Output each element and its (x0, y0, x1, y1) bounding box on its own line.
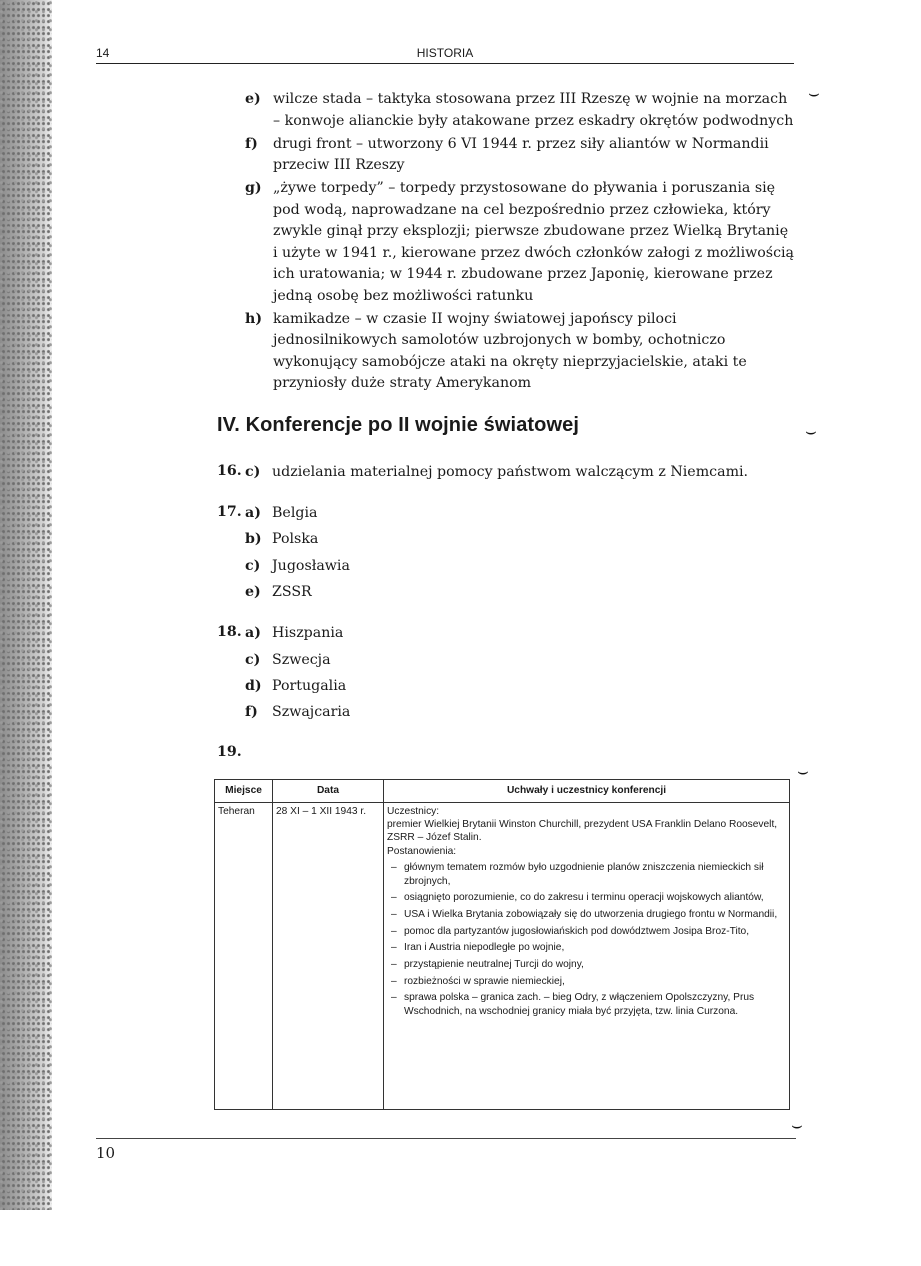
footer-rule (96, 1138, 796, 1139)
running-header (96, 45, 794, 64)
answer-line (245, 583, 312, 601)
decision-text: pomoc dla partyzantów jugosłowiańskich pod dowództwem Josipa Broz-Tito, (404, 925, 750, 937)
answer-label: e) (245, 584, 261, 600)
margin-check-mark: ⌣ (797, 761, 809, 782)
footer-page-number: 10 (96, 1144, 116, 1162)
answer-text: Portugalia (272, 678, 347, 694)
decision-text: Iran i Austria niepodległe po wojnie, (404, 942, 565, 954)
glossary-text: drugi front – utworzony 6 VI 1944 r. przez siły aliantów w Normandii przeciw III Rzeszy (273, 135, 769, 173)
participants-label: Uczestnicy: (387, 806, 440, 817)
glossary-label: g) (245, 180, 262, 196)
answer-line (245, 703, 351, 721)
decision-text: sprawa polska – granica zach. – bieg Odry, z włączeniem Opolszczyzny, Prus Wschodnich, na wschodniej granicy miała być przyjęta, tzw. linia Curzona. (404, 992, 755, 1017)
answer-label: b) (245, 531, 262, 547)
dash-bullet: – (391, 959, 397, 971)
question-number: 19. (217, 744, 242, 760)
list-item (387, 891, 786, 904)
list-item (387, 941, 786, 954)
answer-text: Szwecja (272, 652, 331, 668)
answer-label: a) (245, 505, 261, 521)
list-item (387, 975, 786, 988)
answer-text: udzielania materialnej pomocy państwom walczącym z Niemcami. (272, 464, 749, 480)
glossary-text: „żywe torpedy” – torpedy przystosowane do pływania i poruszania się pod wodą, naprowadzane na cel bezpośrednio przez człowieka, który zwykle ginął przy eksplozji; pierwsze zbudowane przez Wielką Brytanię i użyte w 1941 r., kierowane przez dwóch członków załogi z możliwością ich uratowania; w 1944 r. zbudowane przez Japonię, kierowane przez jedną osobę bez możliwości ratunku (273, 180, 795, 304)
dash-bullet: – (391, 975, 397, 987)
answer-text: Jugosławia (272, 558, 350, 574)
glossary-item (245, 89, 795, 132)
list-item (387, 908, 786, 921)
list-item (387, 991, 786, 1017)
margin-check-mark: ⌣ (808, 83, 820, 104)
glossary-item (245, 309, 795, 395)
decision-text: rozbieżności w sprawie niemieckiej, (404, 975, 565, 987)
answer-line (245, 530, 319, 548)
question-number: 17. (217, 504, 242, 520)
answer-label: c) (245, 558, 261, 574)
list-item (387, 861, 786, 887)
header-title: HISTORIA (416, 46, 474, 60)
dash-bullet: – (391, 862, 397, 874)
answer-label: f) (245, 704, 258, 720)
answer-text: Polska (272, 531, 319, 547)
answer-label: c) (245, 464, 261, 480)
glossary-label: f) (245, 135, 258, 152)
column-header-date: Data (273, 780, 384, 803)
decision-text: głównym tematem rozmów było uzgodnienie planów zniszczenia niemieckich sił zbrojnych, (404, 862, 764, 887)
column-header-place: Miejsce (215, 780, 273, 803)
answer-label: a) (245, 625, 261, 641)
answer-text: Hiszpania (272, 625, 344, 641)
decisions-label: Postanowienia: (387, 845, 457, 857)
cell-date: 28 XI – 1 XII 1943 r. (273, 803, 384, 1110)
header-page-number: 14 (96, 46, 110, 60)
dash-bullet: – (391, 925, 397, 937)
dash-bullet: – (391, 992, 397, 1004)
glossary-item (245, 134, 795, 177)
glossary-text: wilcze stada – taktyka stosowana przez III Rzeszę w wojnie na morzach – konwoje alianckie były atakowane przez eskadry okrętów podwodnych (273, 91, 794, 129)
decision-text: USA i Wielka Brytania zobowiązały się do utworzenia drugiego frontu w Normandii, (404, 908, 778, 920)
decision-text: osiągnięto porozumienie, co do zakresu i terminu operacji wojskowych aliantów, (404, 892, 764, 904)
dash-bullet: – (391, 908, 397, 920)
answer-line (245, 677, 347, 695)
list-item (387, 925, 786, 938)
margin-check-mark: ⌣ (805, 421, 817, 442)
column-header-decisions: Uchwały i uczestnicy konferencji (384, 780, 790, 803)
participants-text: premier Wielkiej Brytanii Winston Churchill, prezydent USA Franklin Delano Roosevelt, ZSRR – Józef Stalin. (387, 819, 778, 844)
answer-line (245, 463, 749, 481)
question-number: 18. (217, 624, 242, 640)
table-row (215, 803, 790, 1110)
glossary-item (245, 178, 795, 307)
answer-line (245, 651, 331, 669)
answer-line (245, 557, 350, 575)
dash-bullet: – (391, 942, 397, 954)
dash-bullet: – (391, 892, 397, 904)
answer-text: Belgia (272, 505, 318, 521)
margin-check-mark: ⌣ (791, 1115, 803, 1136)
scan-edge-shadow (0, 0, 52, 1210)
glossary-label: e) (245, 91, 261, 107)
glossary-text: kamikadze – w czasie II wojny światowej japońscy piloci jednosilnikowych samolotów uzbrojonych w bomby, ochotniczo wykonujący samobójcze ataki na okręty nieprzyjacielskie, ataki te przyniosły duże straty Amerykanom (273, 310, 747, 391)
question-number: 16. (217, 463, 242, 479)
answer-label: c) (245, 652, 261, 668)
table-header-row (215, 780, 790, 803)
decision-text: przystąpienie neutralnej Turcji do wojny, (404, 959, 584, 971)
answer-line (245, 504, 318, 522)
answer-line (245, 624, 344, 642)
answer-text: Szwajcaria (272, 704, 351, 720)
section-title: IV. Konferencje po II wojnie światowej (217, 414, 580, 436)
decisions-list (387, 861, 786, 1018)
list-item (387, 958, 786, 971)
glossary-label: h) (245, 310, 263, 327)
answer-text: ZSSR (272, 584, 312, 600)
cell-place: Teheran (215, 803, 273, 1110)
conference-table (214, 779, 790, 1110)
cell-decisions (384, 803, 790, 1110)
answer-label: d) (245, 678, 262, 694)
glossary-list (245, 89, 795, 395)
